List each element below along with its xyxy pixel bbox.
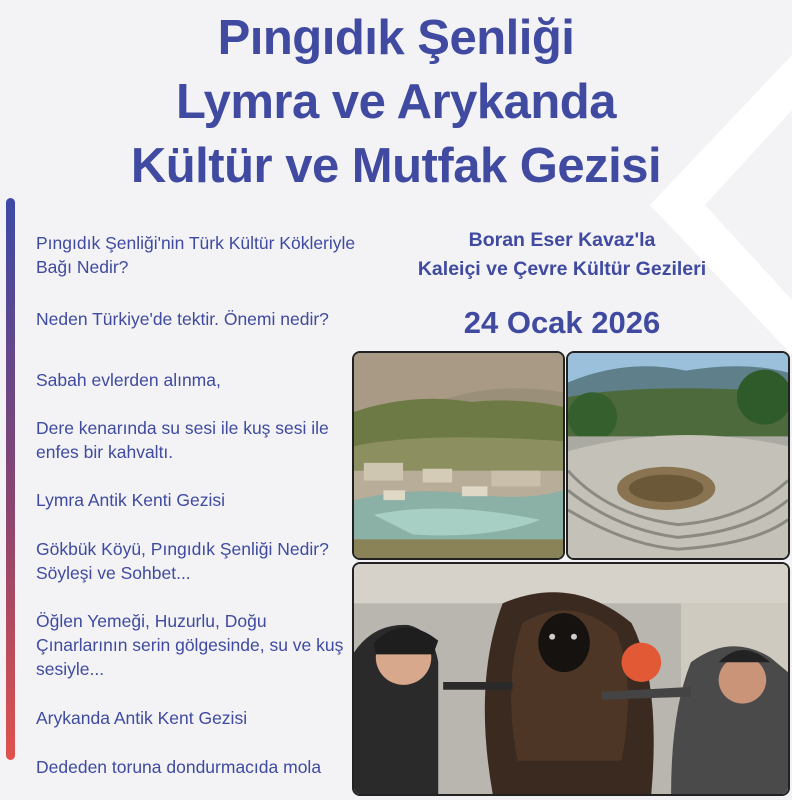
title-line-2: Lymra ve Arykanda	[176, 75, 616, 129]
festival-photo	[352, 562, 790, 796]
title-line-3: Kültür ve Mutfak Gezisi	[130, 139, 662, 193]
subtitle	[376, 226, 748, 284]
gradient-accent-bar	[6, 198, 15, 760]
schedule-item: Gökbük Köyü, Pıngıdık Şenliği Nedir? Söyleşi ve Sohbet...	[36, 539, 329, 583]
page-title	[0, 6, 792, 198]
schedule-item: Arykanda Antik Kent Gezisi	[36, 708, 248, 728]
subtitle-line-1: Boran Eser Kavaz'la	[468, 229, 656, 251]
schedule-item: Sabah evlerden alınma,	[36, 370, 221, 390]
event-date: 24 Ocak 2026	[463, 305, 661, 340]
theater-photo	[566, 351, 790, 560]
ruins-photo	[352, 351, 565, 560]
schedule-item: Öğlen Yemeği, Huzurlu, Doğu Çınarlarının serin gölgesinde, su ve kuş sesiyle...	[36, 611, 344, 679]
schedule-item: Lymra Antik Kenti Gezisi	[36, 490, 226, 510]
schedule-item: Pıngıdık Şenliği'nin Türk Kültür Kökleriyle Bağı Nedir?	[36, 233, 356, 277]
schedule-item: Dere kenarında su sesi ile kuş sesi ile enfes bir kahvaltı.	[36, 418, 329, 462]
schedule-item: Dededen toruna dondurmacıda mola	[36, 757, 322, 777]
subtitle-line-2: Kaleiçi ve Çevre Kültür Gezileri	[417, 258, 707, 280]
title-line-1: Pıngıdık Şenliği	[217, 11, 575, 65]
schedule-item: Neden Türkiye'de tektir. Önemi nedir?	[36, 309, 329, 329]
